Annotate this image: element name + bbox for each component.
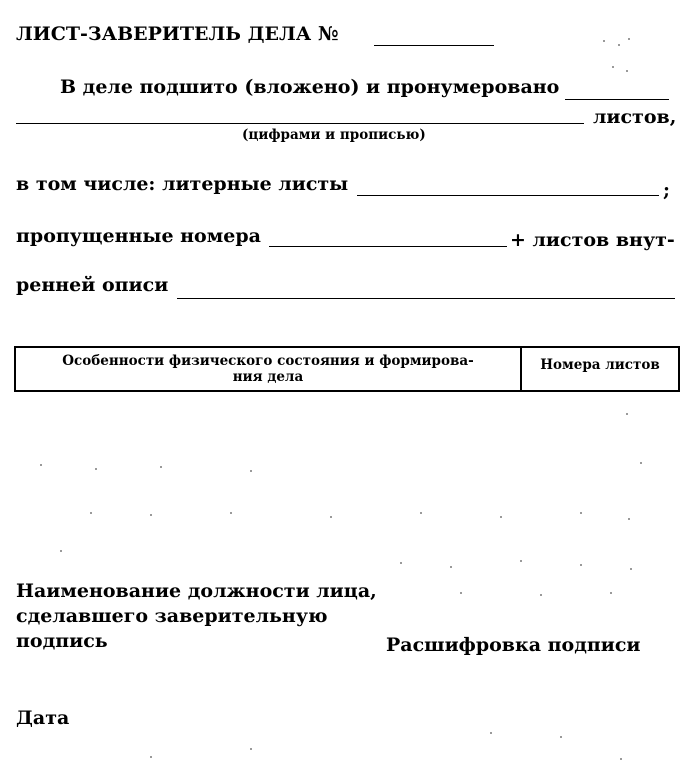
semicolon: ; (663, 179, 671, 201)
inner-inventory-text: ренней описи (16, 274, 169, 296)
position-title-line2: сделавшего заверительную (16, 605, 328, 627)
letter-sheets-text: в том числе: литерные листы (16, 173, 349, 195)
digits-and-words-hint: (цифрами и прописью) (242, 127, 426, 143)
missing-numbers-text: пропущенные номера (16, 225, 261, 247)
position-title-line1: Наименование должности лица, (16, 580, 377, 602)
missing-numbers-line (269, 246, 507, 247)
sheets-word: листов, (593, 106, 677, 128)
date-label: Дата (16, 707, 70, 729)
inner-inventory-line (177, 298, 675, 299)
filed-count-line-long (16, 123, 584, 124)
position-title-line3: подпись (16, 630, 108, 652)
table-header-sheet-numbers: Номера листов (540, 357, 660, 373)
table-header-condition-line2: ния дела (232, 369, 304, 385)
letter-sheets-line (357, 195, 659, 196)
table-header-condition-line1: Особенности физического состояния и формирова- (62, 353, 474, 369)
case-number-line (374, 45, 494, 46)
filed-sheets-text: В деле подшито (вложено) и пронумеровано (60, 76, 560, 98)
signature-decoding-label: Расшифровка подписи (386, 634, 641, 656)
document-title: ЛИСТ-ЗАВЕРИТЕЛЬ ДЕЛА № (16, 23, 339, 45)
filed-count-line-short (565, 99, 669, 100)
case-condition-table (14, 346, 680, 392)
inner-inventory-sheets-text: + листов внут- (510, 229, 675, 251)
